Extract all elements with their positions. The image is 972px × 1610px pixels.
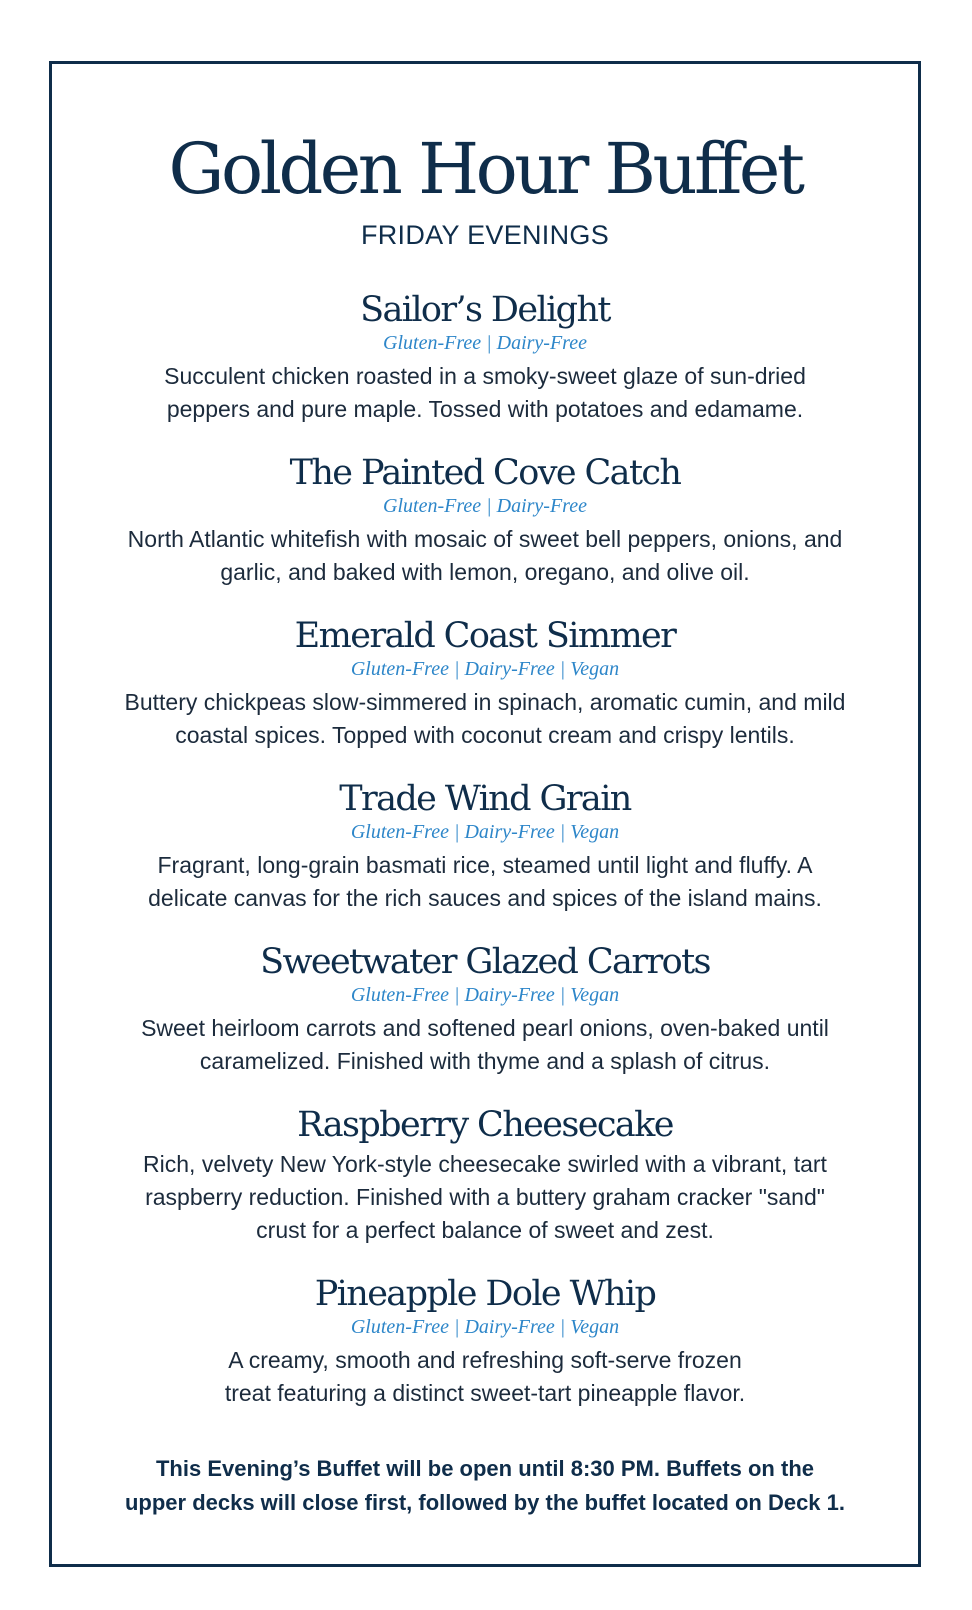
footer-line: This Evening’s Buffet will be open until 8:30 PM. Buffets on the [155,1456,814,1481]
menu-item-name: Pineapple Dole Whip [314,1274,656,1314]
menu-frame [49,61,921,1567]
menu-item-dietary-tags: Gluten-Free | Dairy-Free | Vegan [350,984,620,1006]
description-line: Fragrant, long-grain basmati rice, steamed until light and fluffy. A [157,852,813,878]
description-line: Succulent chicken roasted in a smoky-sweet glaze of sun-dried [164,363,806,389]
menu-item-description [105,1344,865,1410]
menu-item-description [105,686,865,752]
menu-item-name: Sailor’s Delight [360,290,610,330]
menu-item-name: Raspberry Cheesecake [297,1105,673,1145]
description-line: delicate canvas for the rich sauces and spices of the island mains. [148,885,822,911]
description-line: garlic, and baked with lemon, oregano, and olive oil. [220,559,750,585]
menu-item-raspberry-cheesecake [52,1104,918,1247]
menu-item-name: Emerald Coast Simmer [294,616,676,656]
menu-item-dietary-tags: Gluten-Free | Dairy-Free [383,332,587,354]
menu-item-description [105,360,865,426]
menu-content [52,64,918,1520]
menu-item-trade-wind-grain [52,778,918,915]
description-line: coastal spices. Topped with coconut cream and crispy lentils. [175,722,795,748]
description-line: treat featuring a distinct sweet-tart pineapple flavor. [224,1380,746,1406]
menu-item-description [105,1012,865,1078]
footer-line: upper decks will close first, followed by the buffet located on Deck 1. [124,1490,846,1515]
description-line: caramelized. Finished with thyme and a splash of citrus. [199,1048,771,1074]
menu-item-description [105,849,865,915]
menu-item-name: Trade Wind Grain [339,779,631,819]
description-line: crust for a perfect balance of sweet and zest. [256,1217,714,1243]
menu-item-name: Sweetwater Glazed Carrots [260,942,710,982]
description-line: peppers and pure maple. Tossed with potatoes and edamame. [166,396,804,422]
menu-item-name: The Painted Cove Catch [289,453,681,493]
menu-item-dietary-tags: Gluten-Free | Dairy-Free | Vegan [350,658,620,680]
menu-subtitle: FRIDAY EVENINGS [360,220,610,250]
menu-items [52,289,918,1410]
menu-item-description [105,523,865,589]
menu-item-sailors-delight [52,289,918,426]
menu-item-sweetwater-glazed-carrots [52,941,918,1078]
menu-item-dietary-tags: Gluten-Free | Dairy-Free [383,495,587,517]
description-line: Buttery chickpeas slow-simmered in spinach, aromatic cumin, and mild [124,689,846,715]
menu-item-pineapple-dole-whip [52,1273,918,1410]
description-line: A creamy, smooth and refreshing soft-serve frozen [228,1347,742,1373]
buffet-hours-note [85,1452,885,1520]
menu-title: Golden Hour Buffet [168,128,802,210]
menu-item-description [105,1148,865,1247]
description-line: North Atlantic whitefish with mosaic of sweet bell peppers, onions, and [127,526,843,552]
menu-item-dietary-tags: Gluten-Free | Dairy-Free | Vegan [350,821,620,843]
description-line: Sweet heirloom carrots and softened pearl onions, oven-baked until [141,1015,829,1041]
menu-item-painted-cove-catch [52,452,918,589]
menu-item-emerald-coast-simmer [52,615,918,752]
menu-item-dietary-tags: Gluten-Free | Dairy-Free | Vegan [350,1316,620,1338]
description-line: raspberry reduction. Finished with a buttery graham cracker "sand" [145,1184,825,1210]
description-line: Rich, velvety New York-style cheesecake swirled with a vibrant, tart [143,1151,827,1177]
